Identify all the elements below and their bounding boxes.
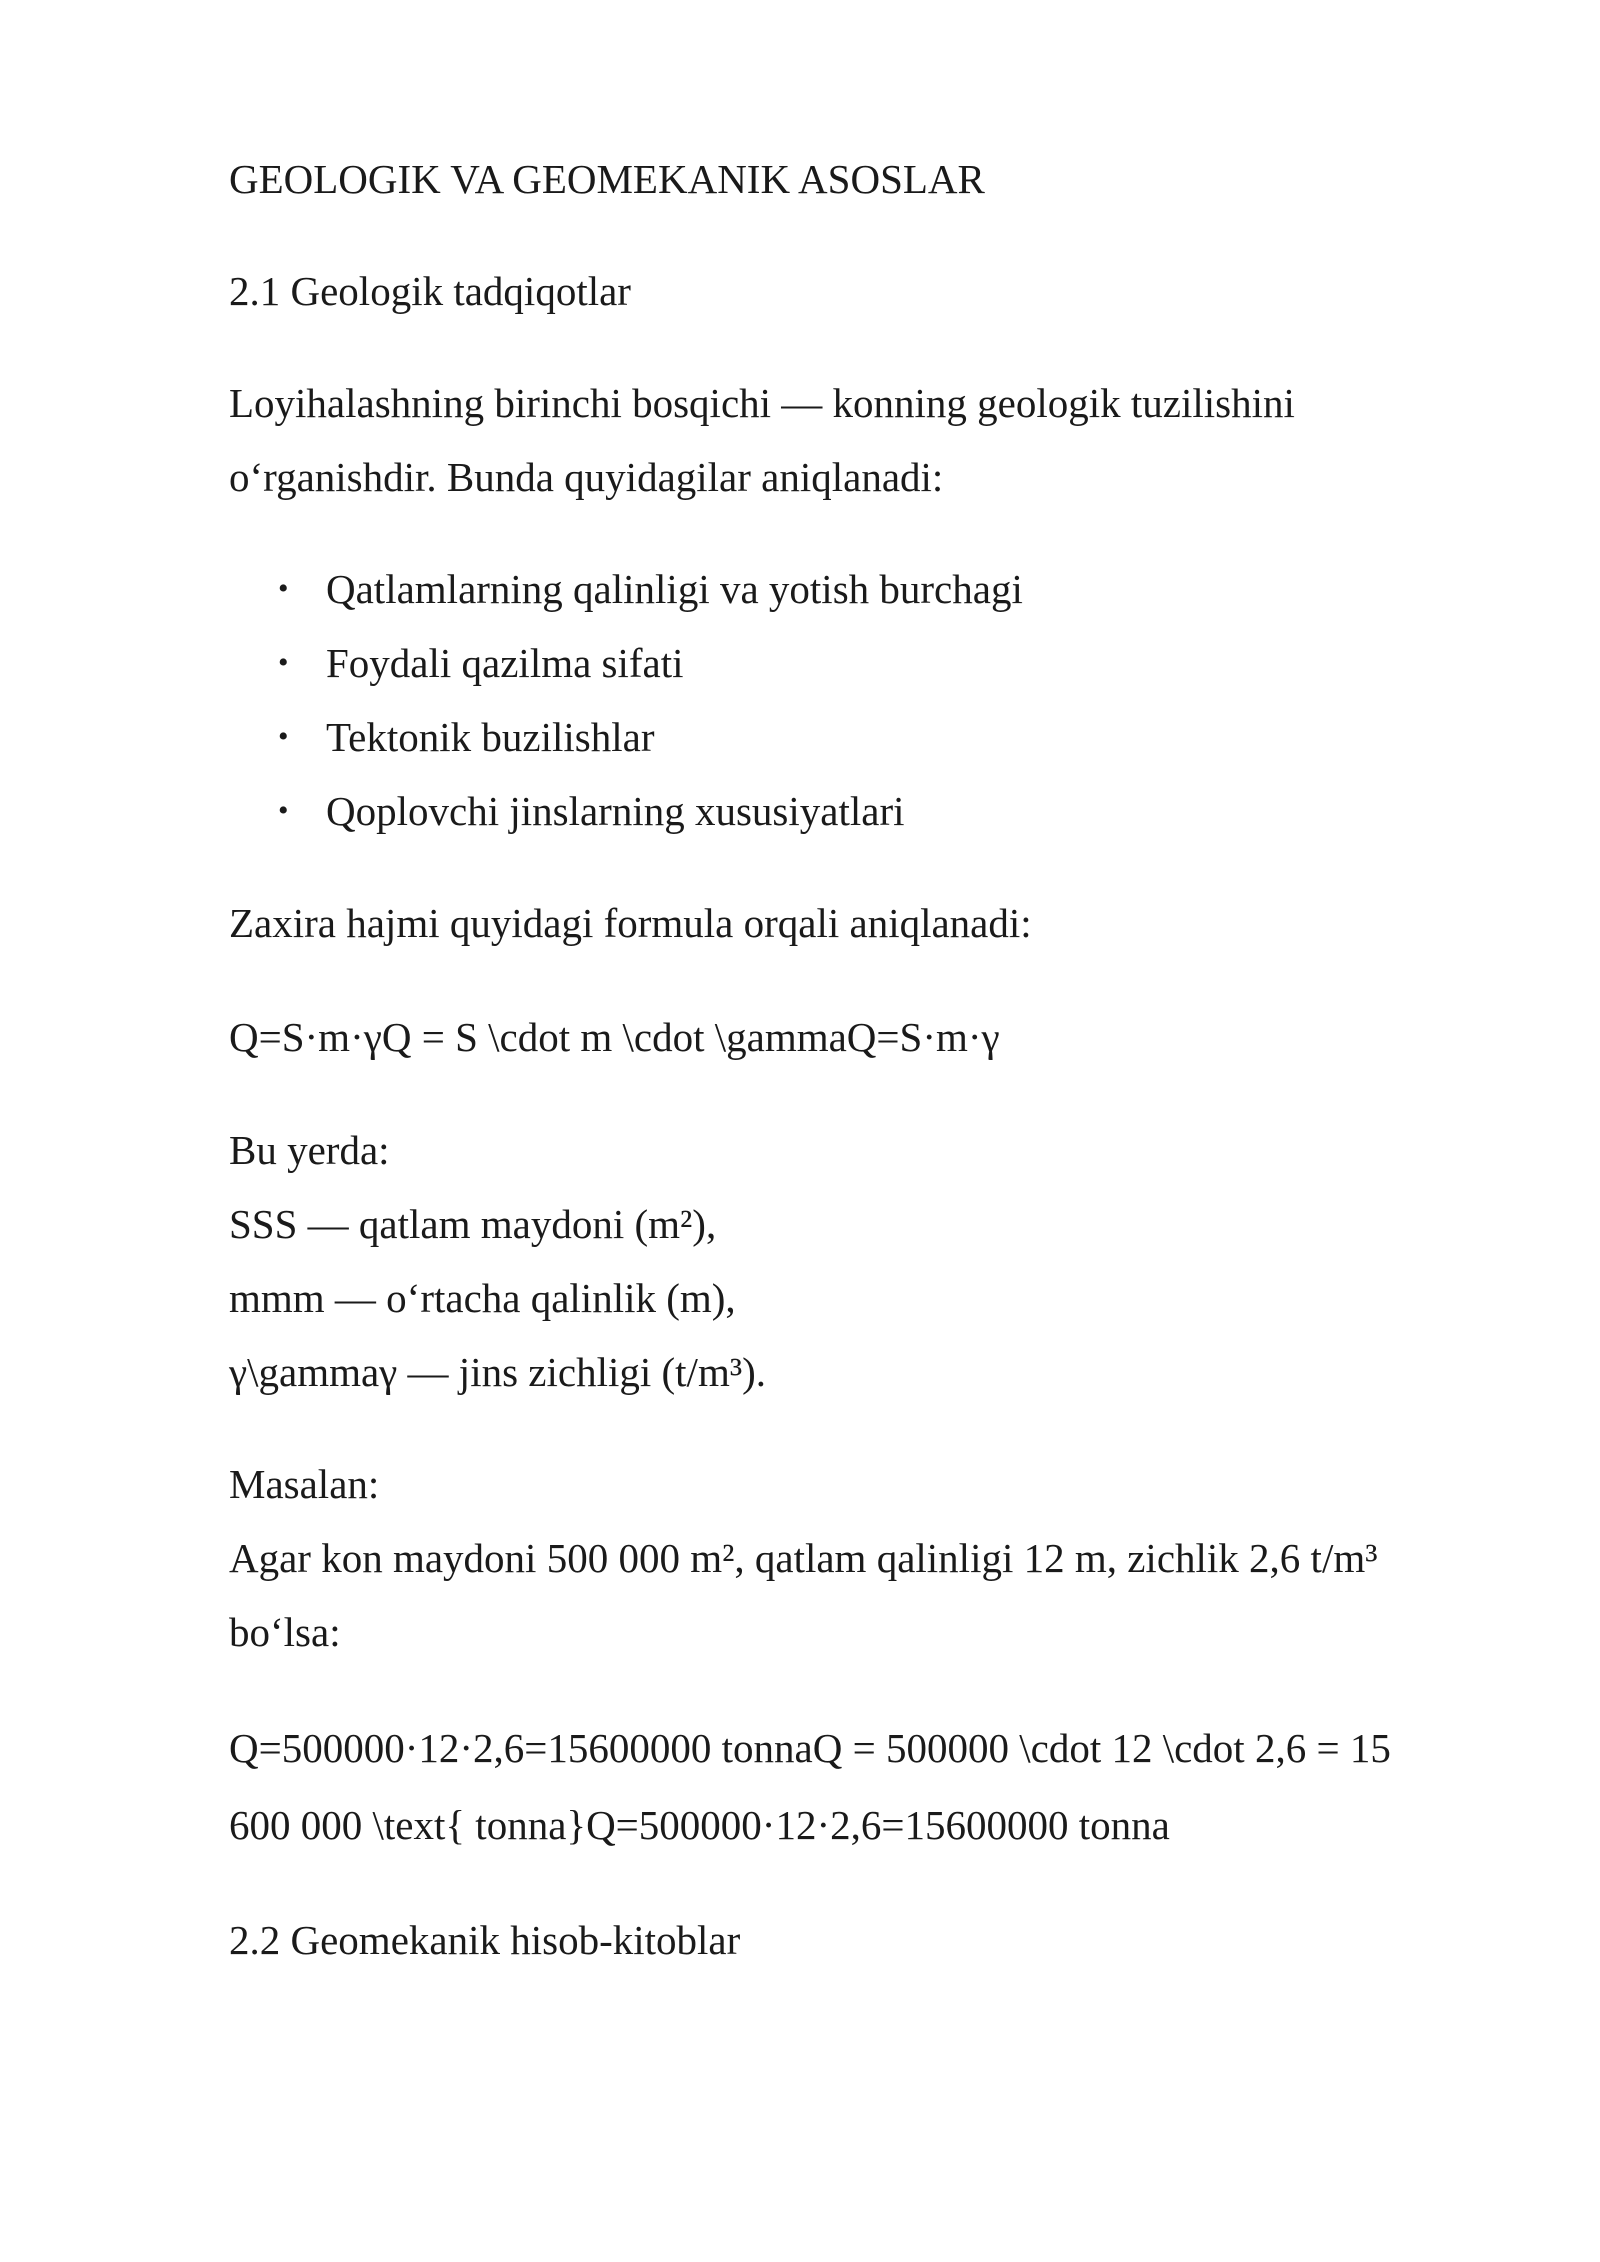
definition-thickness: mmm — o‘rtacha qalinlik (m), bbox=[229, 1275, 736, 1321]
example-line-1: Agar kon maydoni 500 000 m², qatlam qalinligi 12 m, zichlik 2,6 t/m³ bbox=[229, 1535, 1378, 1581]
bullet-icon: • bbox=[278, 572, 289, 605]
list-item bbox=[229, 774, 1023, 848]
document-title: GEOLOGIK VA GEOMEKANIK ASOSLAR bbox=[229, 156, 985, 202]
calculation-line-2: 600 000 \text{ tonna}Q=500000·12·2,6=15600000 tonna bbox=[229, 1802, 1170, 1848]
definition-density: γ\gammaγ — jins zichligi (t/m³). bbox=[229, 1349, 767, 1395]
bullet-icon: • bbox=[278, 794, 289, 827]
definition-area: SSS — qatlam maydoni (m²), bbox=[229, 1201, 717, 1247]
bullet-icon: • bbox=[278, 720, 289, 753]
list-item-text: Foydali qazilma sifati bbox=[326, 640, 684, 686]
section-heading-geomekanik: 2.2 Geomekanik hisob-kitoblar bbox=[229, 1917, 741, 1963]
where-label: Bu yerda: bbox=[229, 1127, 390, 1173]
intro-paragraph-line-1: Loyihalashning birinchi bosqichi — konning geologik tuzilishini bbox=[229, 380, 1295, 426]
example-label: Masalan: bbox=[229, 1461, 380, 1507]
list-item-text: Qatlamlarning qalinligi va yotish burchagi bbox=[326, 566, 1023, 612]
list-item-text: Tektonik buzilishlar bbox=[326, 714, 655, 760]
list-item bbox=[229, 626, 1023, 700]
bullet-icon: • bbox=[278, 646, 289, 679]
example-line-2: bo‘lsa: bbox=[229, 1609, 341, 1655]
list-item bbox=[229, 700, 1023, 774]
list-item bbox=[229, 552, 1023, 626]
reserve-formula: Q=S·m·γQ = S \cdot m \cdot \gammaQ=S·m·γ bbox=[229, 1014, 1000, 1060]
section-heading-geologik: 2.1 Geologik tadqiqotlar bbox=[229, 268, 631, 314]
formula-intro-text: Zaxira hajmi quyidagi formula orqali aniqlanadi: bbox=[229, 900, 1032, 946]
calculation-line-1: Q=500000·12·2,6=15600000 tonnaQ = 500000 \cdot 12 \cdot 2,6 = 15 bbox=[229, 1725, 1391, 1771]
intro-paragraph-line-2: o‘rganishdir. Bunda quyidagilar aniqlanadi: bbox=[229, 454, 944, 500]
determined-items-list bbox=[229, 552, 1023, 848]
list-item-text: Qoplovchi jinslarning xususiyatlari bbox=[326, 788, 905, 834]
